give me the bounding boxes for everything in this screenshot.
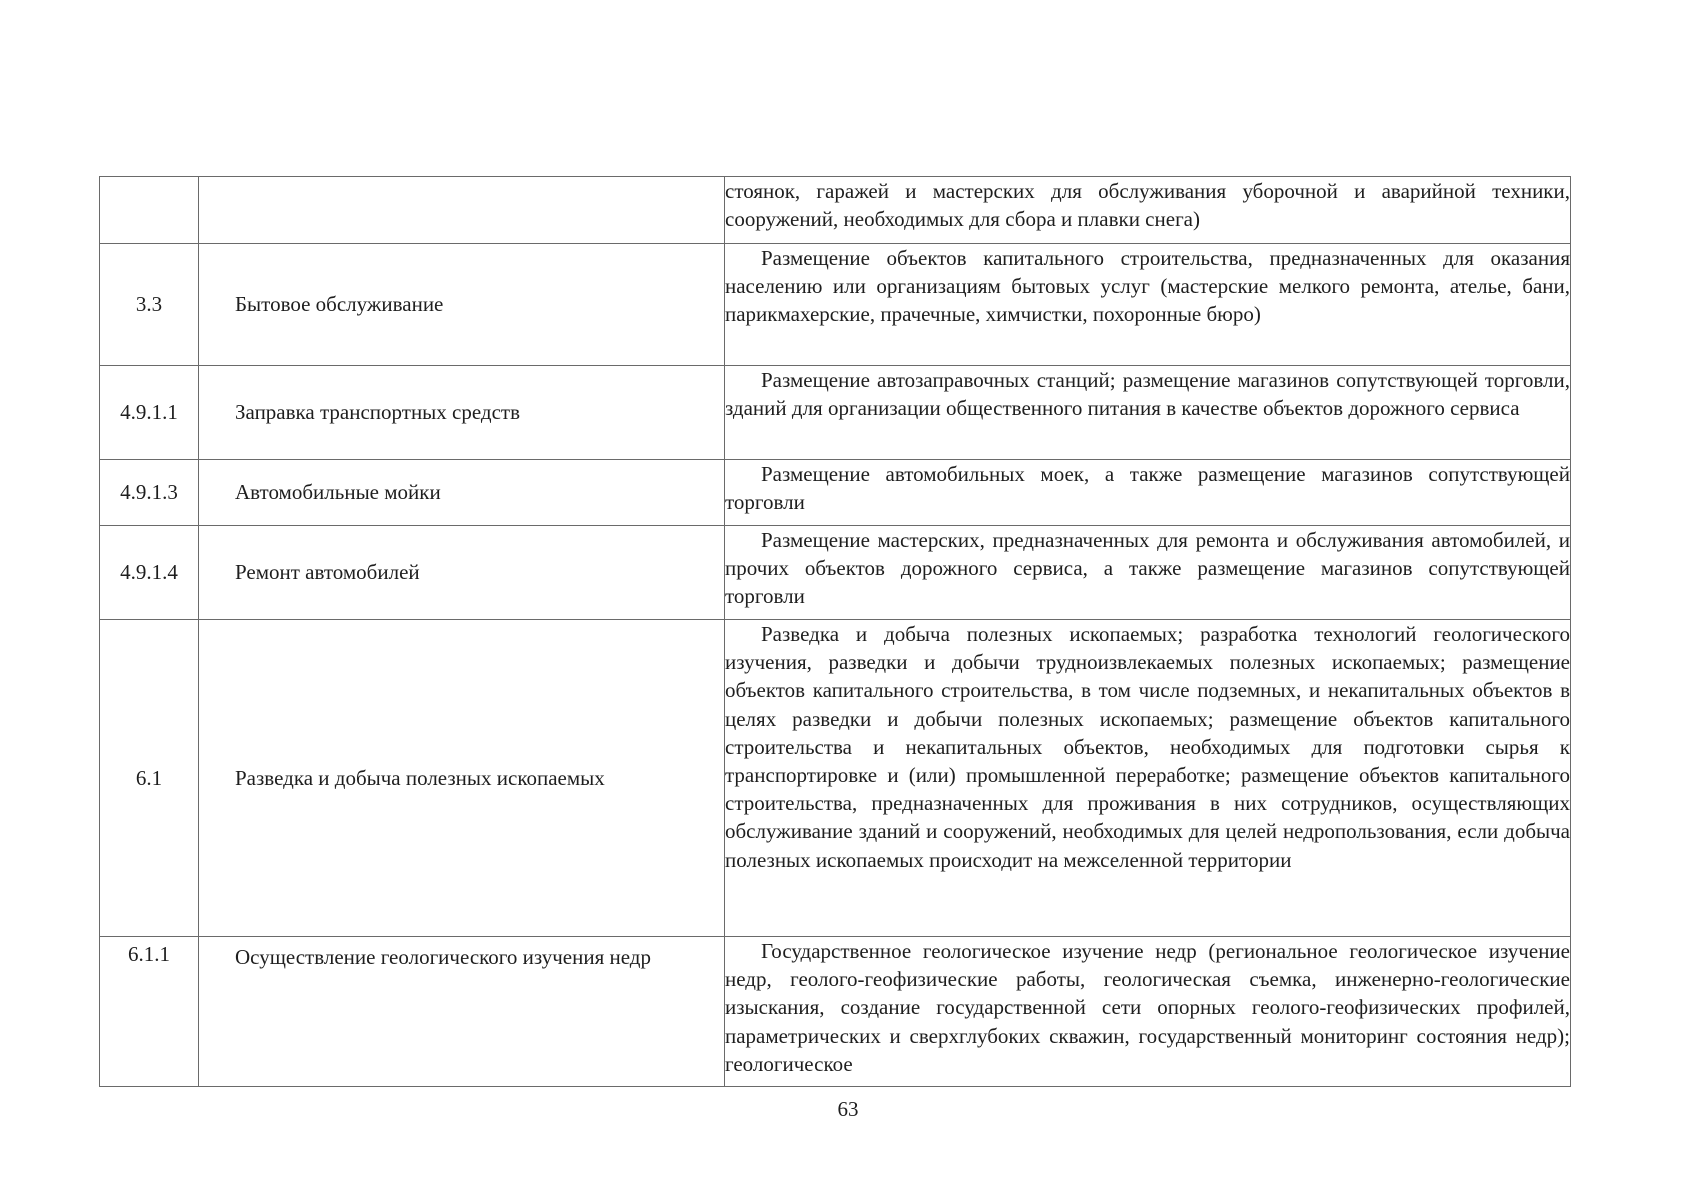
row-description (725, 526, 1571, 620)
row-code: 4.9.1.1 (100, 366, 199, 460)
row-description (725, 620, 1571, 937)
row-description-text: Государственное геологическое изучение недр (региональное геологическое изучение недр, геолого-геофизические работы, геологическая съемка, инженерно-геологические изыскания, создание государственной сети опорных геолого-геофизических профилей, параметрических и сверхглубоких скважин, государственный мониторинг состояния недр); геологическое (725, 939, 1570, 1076)
row-name (199, 620, 725, 937)
row-name-text: Ремонт автомобилей (235, 560, 420, 585)
row-code: 3.3 (100, 244, 199, 366)
row-name (199, 177, 725, 244)
row-name-text: Бытовое обслуживание (235, 292, 444, 317)
row-name (199, 526, 725, 620)
row-description-text: стоянок, гаражей и мастерских для обслуживания уборочной и аварийной техники, сооружений, необходимых для сбора и плавки снега) (725, 179, 1570, 232)
table-row (100, 526, 1571, 620)
table-row (100, 620, 1571, 937)
row-description-text: Размещение объектов капитального строительства, предназначенных для оказания населению или организациям бытовых услуг (мастерские мелкого ремонта, ателье, бани, парикмахерские, прачечные, химчистки, похоронные бюро) (725, 246, 1570, 327)
row-description (725, 177, 1571, 244)
row-code: 4.9.1.3 (100, 460, 199, 526)
row-description (725, 937, 1571, 1087)
table-row (100, 366, 1571, 460)
row-name-text: Автомобильные мойки (235, 480, 441, 505)
row-description (725, 366, 1571, 460)
row-name (199, 460, 725, 526)
row-name-text: Заправка транспортных средств (235, 400, 521, 425)
row-description-text: Разведка и добыча полезных ископаемых; разработка технологий геологического изучения, разведки и добычи трудноизвлекаемых полезных ископаемых; размещение объектов капитального строительства, в том числе подземных, и некапитальных объектов в целях разведки и добычи полезных ископаемых; размещение объектов капитального строительства и некапитальных объектов, необходимых для подготовки сырья к транспортировке и (или) промышленной переработке; размещение объектов капитального строительства, предназначенных для проживания в них сотрудников, осуществляющих обслуживание зданий и сооружений, необходимых для целей недропользования, если добыча полезных ископаемых происходит на межселенной территории (725, 622, 1570, 872)
row-name (199, 366, 725, 460)
row-name (199, 244, 725, 366)
row-description-text: Размещение мастерских, предназначенных для ремонта и обслуживания автомобилей, и прочих объектов дорожного сервиса, а также размещение магазинов сопутствующей торговли (725, 528, 1570, 609)
row-description-text: Размещение автозаправочных станций; размещение магазинов сопутствующей торговли, зданий для организации общественного питания в качестве объектов дорожного сервиса (725, 368, 1570, 421)
table-row (100, 177, 1571, 244)
row-name (199, 937, 725, 1087)
row-description (725, 460, 1571, 526)
row-name-text: Осуществление геологического изучения недр (235, 945, 651, 969)
row-code: 6.1.1 (100, 937, 199, 1087)
row-code: 6.1 (100, 620, 199, 937)
table-row (100, 460, 1571, 526)
table-row (100, 937, 1571, 1087)
land-use-table (99, 176, 1571, 1087)
row-code: 4.9.1.4 (100, 526, 199, 620)
row-code (100, 177, 199, 244)
page-number: 63 (837, 1097, 859, 1121)
row-description (725, 244, 1571, 366)
table-row (100, 244, 1571, 366)
row-name-text: Разведка и добыча полезных ископаемых (235, 765, 605, 790)
row-description-text: Размещение автомобильных моек, а также размещение магазинов сопутствующей торговли (725, 462, 1570, 515)
